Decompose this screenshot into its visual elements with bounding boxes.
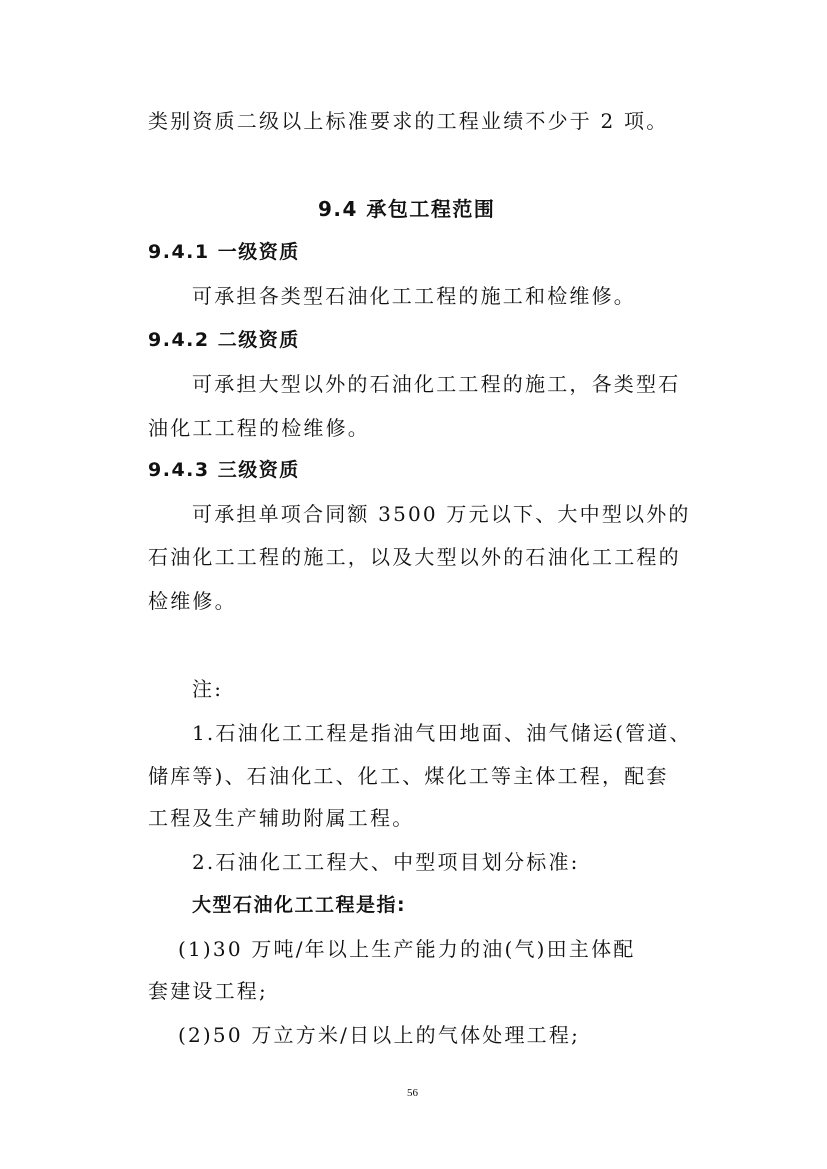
subsection-heading-9-4-3: 9.4.3 三级资质 [148,459,300,481]
page-number: 56 [407,1087,418,1099]
note-item-line: 2.石油化工工程大、中型项目划分标准: [192,850,580,874]
list-item-line: 套建设工程; [148,979,268,1003]
note-item-line: 工程及生产辅助附属工程。 [148,806,415,830]
list-item-line: (1)30 万吨/年以上生产能力的油(气)田主体配 [178,937,636,961]
paragraph-line: 类别资质二级以上标准要求的工程业绩不少于 2 项。 [148,109,669,133]
list-item-line: (2)50 万立方米/日以上的气体处理工程; [178,1023,581,1047]
emphasis-heading: 大型石油化工工程是指: [192,894,407,916]
note-item-line: 储库等)、石油化工、化工、煤化工等主体工程，配套 [148,764,669,788]
paragraph-line: 检维修。 [148,589,237,613]
paragraph-line: 油化工工程的检维修。 [148,416,370,440]
paragraph-line: 可承担大型以外的石油化工工程的施工，各类型石 [192,372,681,396]
note-item-line: 1.石油化工工程是指油气田地面、油气储运(管道、 [192,721,692,745]
section-title: 9.4 承包工程范围 [318,197,496,221]
note-label: 注: [192,677,224,701]
paragraph-line: 可承担各类型石油化工工程的施工和检维修。 [192,284,636,308]
paragraph-line: 可承担单项合同额 3500 万元以下、大中型以外的 [192,502,691,526]
subsection-heading-9-4-2: 9.4.2 二级资质 [148,329,300,351]
subsection-heading-9-4-1: 9.4.1 一级资质 [148,241,300,263]
paragraph-line: 石油化工工程的施工，以及大型以外的石油化工工程的 [148,545,681,569]
